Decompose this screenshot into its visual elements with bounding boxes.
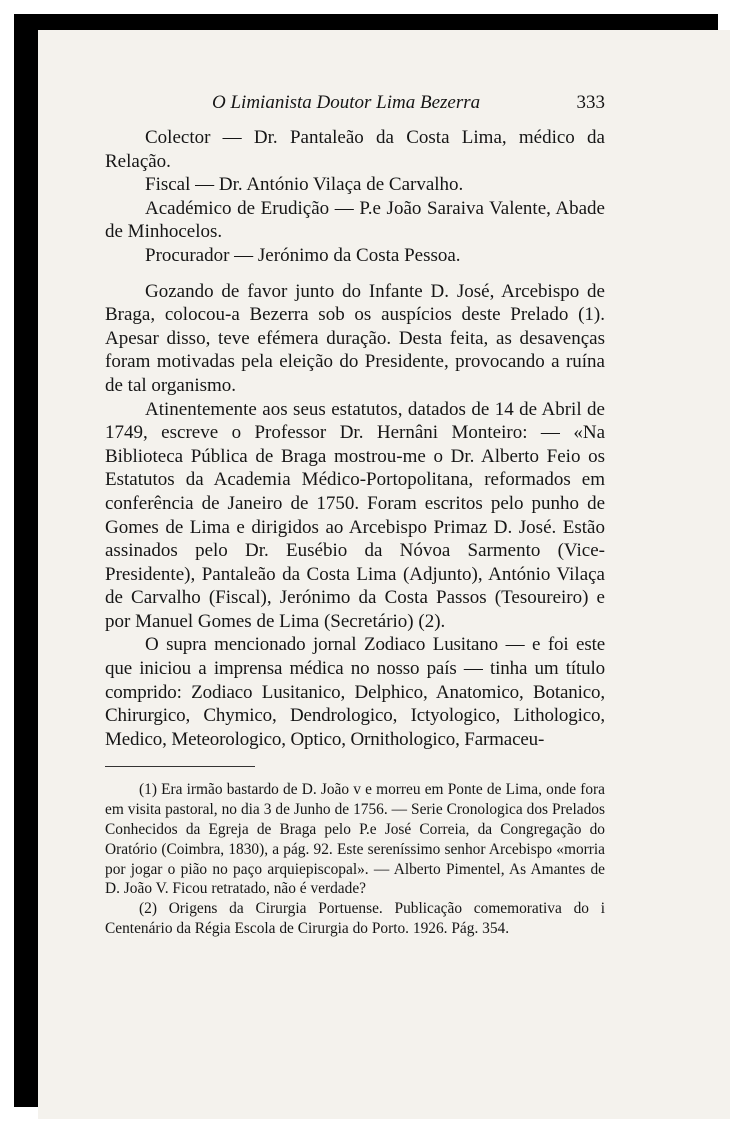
- list-item-collector: Colector — Dr. Pantaleão da Costa Lima, médico da Relação.: [105, 127, 605, 172]
- paragraph-statutes: Atinentemente aos seus estatutos, datados de 14 de Abril de 1749, escreve o Professor Dr. Hernâni Monteiro: — «Na Biblioteca Pública de Braga mostrou-me o Dr. Alberto Feio os Estatutos da Academia Médico-Portopolitana, reformados em conferência de Janeiro de 1750. Foram escritos pelo punho de Gomes de Lima e dirigidos ao Arcebispo Primaz D. José. Estão assinados pelo Dr. Eusébio da Nóvoa Sarmento (Vice-Presidente), Pantaleão da Costa Lima (Adjunto), António Vilaça de Carvalho (Fiscal), Jerónimo da Costa Passos (Tesoureiro) e por Manuel Gomes de Lima (Secretário) (2).: [105, 398, 605, 632]
- scan-border: [14, 14, 718, 1107]
- page-number: 333: [576, 92, 605, 113]
- footnote-rule: [105, 766, 255, 767]
- list-item-fiscal: Fiscal — Dr. António Vilaça de Carvalho.: [145, 174, 464, 196]
- paragraph-patronage: Gozando de favor junto do Infante D. José, Arcebispo de Braga, colocou-a Bezerra sob os auspícios deste Prelado (1). Apesar disso, teve efémera duração. Desta feita, as desavenças foram motivadas pela eleição do Presidente, provocando a ruína de tal organismo.: [105, 280, 605, 396]
- running-head: [105, 92, 605, 126]
- page-content: [105, 92, 605, 939]
- footnote-1: (1) Era irmão bastardo de D. João v e morreu em Ponte de Lima, onde fora em visita pastoral, no dia 3 de Junho de 1756. — Serie Cronologica dos Prelados Conhecidos da Egreja de Braga pelo P.e José Correia, da Congregação do Oratório (Coimbra, 1830), a pág. 92. Este sereníssimo senhor Arcebispo «morria por jogar o pião no paço arquiepiscopal». — Alberto Pimentel, As Amantes de D. João V. Ficou retratado, não é verdade?: [105, 781, 605, 898]
- footnote-2: (2) Origens da Cirurgia Portuense. Publicação comemorativa do i Centenário da Régia Escola de Cirurgia do Porto. 1926. Pág. 354.: [105, 900, 605, 938]
- list-item-academic: Académico de Erudição — P.e João Saraiva Valente, Abade de Minhocelos.: [105, 197, 605, 243]
- section-gap: [105, 268, 605, 280]
- footnotes: [105, 780, 605, 938]
- book-page: [38, 30, 730, 1119]
- paragraph-journal: O supra mencionado jornal Zodiaco Lusitano — e foi este que iniciou a imprensa médica no nosso país — tinha um título comprido: Zodiaco Lusitanico, Delphico, Anatomico, Botanico, Chirurgico, Chymico, Dendrologico, Ictyologico, Lithologico, Medico, Meteorologico, Optico, Ornithologico, Farmaceu-: [105, 634, 605, 750]
- list-item-procurator: Procurador — Jerónimo da Costa Pessoa.: [145, 244, 461, 266]
- running-title: O Limianista Doutor Lima Bezerra: [212, 92, 481, 113]
